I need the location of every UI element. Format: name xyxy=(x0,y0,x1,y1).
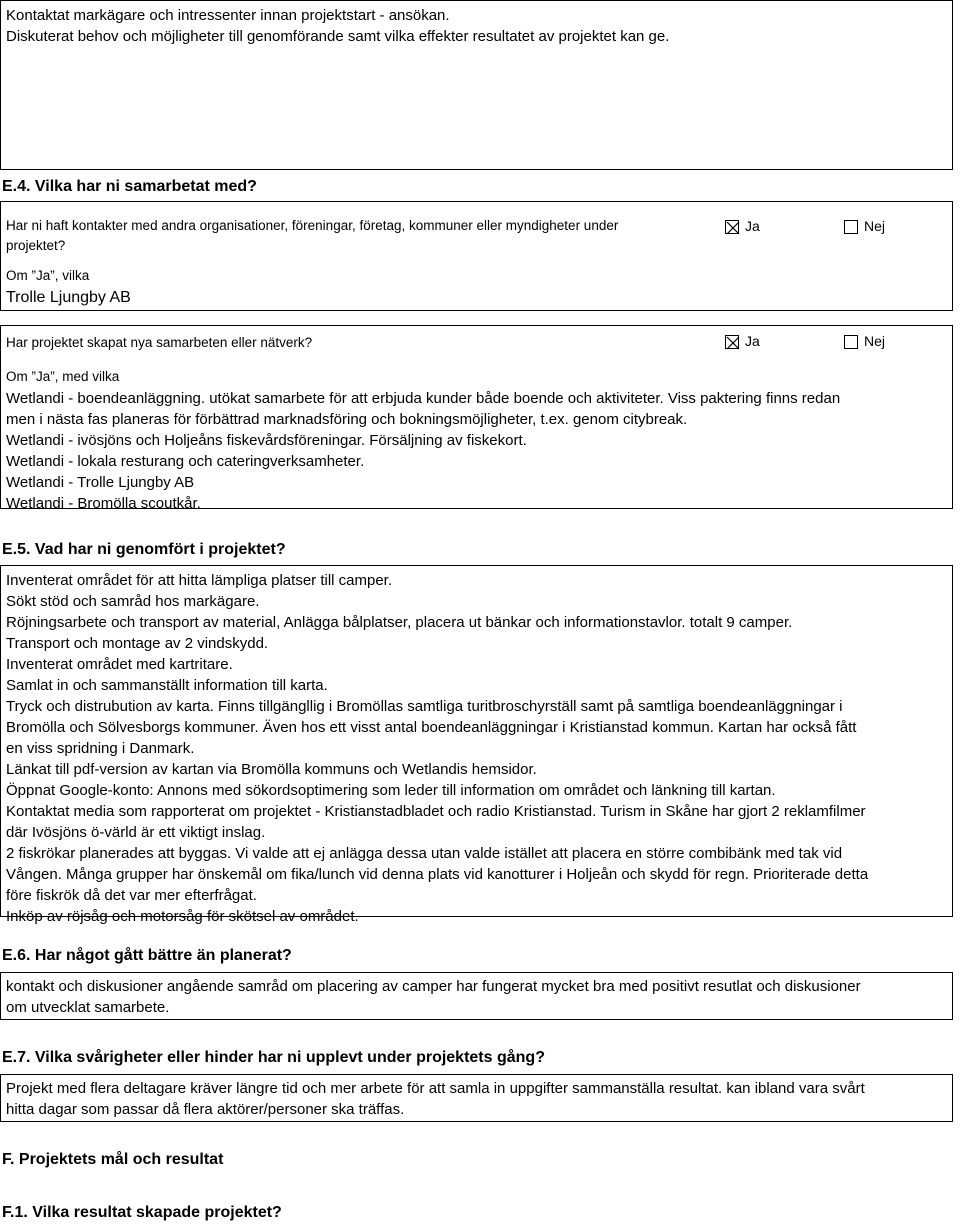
med-vilka-line: Wetlandi - lokala resturang och cateringverksamheter. xyxy=(6,453,365,470)
e5-line: Röjningsarbete och transport av material, Anlägga bålplatser, placera ut bänkar och informationstavlor. totalt 9 camper. xyxy=(6,614,793,631)
med-vilka-line: Wetlandi - ivösjöns och Holjeåns fiskevårdsföreningar. Försäljning av fiskekort. xyxy=(6,432,527,449)
top-line-2: Diskuterat behov och möjligheter till genomförande samt vilka effekter resultatet av projektet kan ge. xyxy=(6,28,670,45)
q1-nej-checkbox[interactable] xyxy=(844,220,858,234)
med-vilka-line: Wetlandi - boendeanläggning. utökat samarbete för att erbjuda kunder både boende och aktiviteter. Viss paktering finns redan xyxy=(6,390,841,407)
med-vilka-line: Wetlandi - Trolle Ljungby AB xyxy=(6,474,195,491)
e5-line: där Ivösjöns ö-värld är ett viktigt inslag. xyxy=(6,824,266,841)
vilka-answer: Trolle Ljungby AB xyxy=(6,289,131,306)
e5-line: Länkat till pdf-version av kartan via Bromölla kommuns och Wetlandis hemsidor. xyxy=(6,761,537,778)
e7-answer-text xyxy=(6,1078,865,1120)
section-e5-heading: E.5. Vad har ni genomfört i projektet? xyxy=(2,541,286,558)
e4-box-1 xyxy=(0,201,953,311)
q1-ja-label: Ja xyxy=(745,218,760,234)
q1-nej-label: Nej xyxy=(864,218,886,234)
e4-box-2 xyxy=(0,325,953,512)
e4-question-1: Har ni haft kontakter med andra organisationer, föreningar, företag, kommuner eller myndigheter under xyxy=(6,218,619,233)
om-ja-med-vilka-label: Om ”Ja”, med vilka xyxy=(6,369,120,384)
e5-line: Transport och montage av 2 vindskydd. xyxy=(6,635,269,652)
q2-ja-checkbox[interactable] xyxy=(725,335,739,349)
e5-line: Inventerat området med kartritare. xyxy=(6,656,233,673)
e7-line: hitta dagar som passar då flera aktörer/personer ska träffas. xyxy=(6,1101,405,1118)
section-f1-heading: F.1. Vilka resultat skapade projektet? xyxy=(2,1204,282,1221)
e5-line: 2 fiskrökar planerades att byggas. Vi valde att ej anlägga dessa utan valde istället att placera en större combibänk med tak vid xyxy=(6,845,843,862)
section-e4-heading: E.4. Vilka har ni samarbetat med? xyxy=(2,178,257,195)
e5-line: en viss spridning i Danmark. xyxy=(6,740,195,757)
e5-line: Öppnat Google-konto: Annons med sökordsoptimering som leder till information om området och länkning till kartan. xyxy=(6,782,776,799)
e5-answer-text xyxy=(6,570,868,927)
e5-line: Bromölla och Sölvesborgs kommuner. Även hos ett visst antal boendeanläggningar i Kristianstad kommun. Kartan har också fått xyxy=(6,719,857,736)
med-vilka-line: men i nästa fas planeras för förbättrad marknadsföring och bokningsmöjligheter, t.ex. genom citybreak. xyxy=(6,411,688,428)
section-e6-heading: E.6. Har något gått bättre än planerat? xyxy=(2,947,292,964)
e5-line: Inventerat området för att hitta lämpliga platser till camper. xyxy=(6,572,393,589)
e5-line: Kontaktat media som rapporterat om projektet - Kristianstadbladet och radio Kristianstad. Turism in Skåne har gjort 2 reklamfilmer xyxy=(6,803,866,820)
e4-question-2: Har projektet skapat nya samarbeten eller nätverk? xyxy=(6,335,313,350)
e6-answer-box xyxy=(0,972,953,1020)
e5-line: Inköp av röjsåg och motorsåg för skötsel av området. xyxy=(6,908,359,925)
e6-answer-text xyxy=(6,976,861,1018)
e5-line: Sökt stöd och samråd hos markägare. xyxy=(6,593,260,610)
e6-line: om utvecklat samarbete. xyxy=(6,999,170,1016)
e7-answer-box xyxy=(0,1074,953,1122)
top-line-1: Kontaktat markägare och intressenter innan projektstart - ansökan. xyxy=(6,7,450,24)
q2-nej-label: Nej xyxy=(864,333,886,349)
q2-nej-checkbox[interactable] xyxy=(844,335,858,349)
e7-line: Projekt med flera deltagare kräver längre tid och mer arbete för att samla in uppgifter sammanställa resultat. kan ibland vara svårt xyxy=(6,1080,865,1097)
e5-line: Vången. Många grupper har önskemål om fika/lunch vid denna plats vid kanotturer i Holjeån och skydd för regn. Prioriterade detta xyxy=(6,866,869,883)
section-e7-heading: E.7. Vilka svårigheter eller hinder har ni upplevt under projektets gång? xyxy=(2,1049,545,1066)
e4-question-1-cont: projektet? xyxy=(6,238,66,253)
top-answer-box xyxy=(0,0,953,170)
e5-line: Samlat in och sammanställt information till karta. xyxy=(6,677,328,694)
med-vilka-answer xyxy=(6,388,840,514)
e5-answer-box xyxy=(0,565,953,925)
e5-line: Tryck och distrubution av karta. Finns tillgängllig i Bromöllas samtliga turitbroschyrställ samt på samtliga boendeanläggningar i xyxy=(6,698,843,715)
e5-line: före fiskrök då det var mer efterfrågat. xyxy=(6,887,257,904)
q2-ja-label: Ja xyxy=(745,333,760,349)
section-f-heading: F. Projektets mål och resultat xyxy=(2,1151,224,1168)
q1-ja-checkbox[interactable] xyxy=(725,220,739,234)
e6-line: kontakt och diskusioner angående samråd om placering av camper har fungerat mycket bra med positivt resutlat och diskusioner xyxy=(6,978,861,995)
med-vilka-line: Wetlandi - Bromölla scoutkår. xyxy=(6,495,201,512)
om-ja-vilka-label: Om ”Ja”, vilka xyxy=(6,268,90,283)
